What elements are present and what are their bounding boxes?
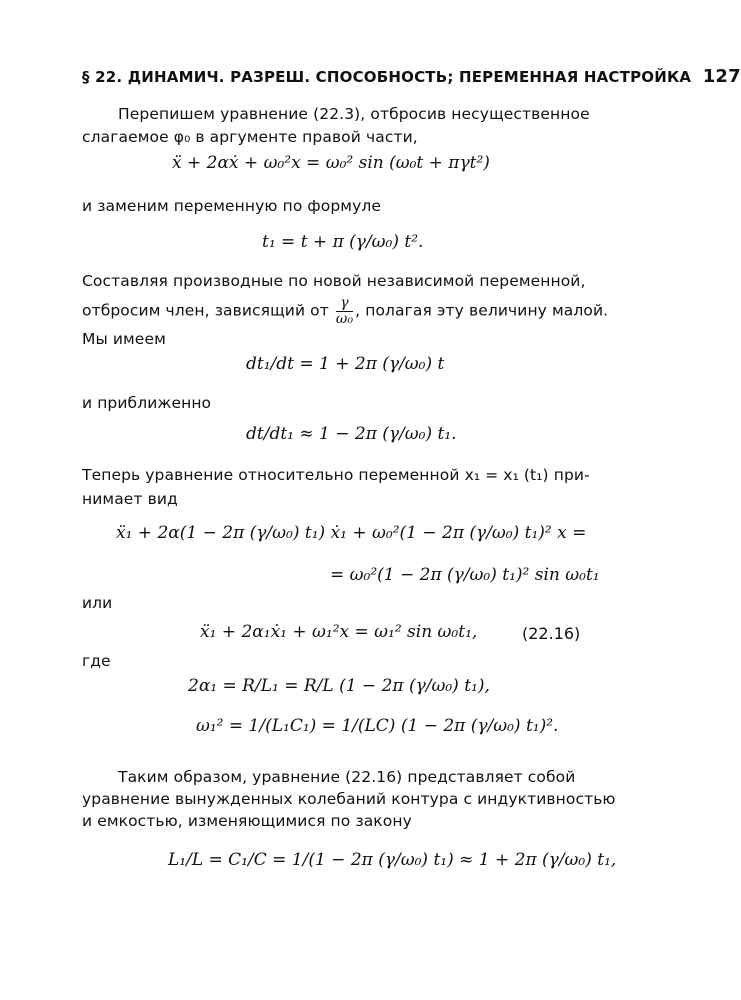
inline-fraction	[336, 296, 353, 326]
equation-2: t₁ = t + π (γ/ω₀) t².	[262, 232, 424, 252]
equation-7-line-1: 2α₁ = R/L₁ = R/L (1 − 2π (γ/ω₀) t₁),	[188, 676, 490, 696]
paragraph-7: где	[82, 652, 111, 670]
equation-6: ẍ₁ + 2α₁ẋ₁ + ω₁²x = ω₁² sin ω₀t₁,	[200, 622, 478, 642]
equation-5-line-2: = ω₀²(1 − 2π (γ/ω₀) t₁)² sin ω₀t₁	[330, 565, 600, 585]
equation-1: ẍ + 2αẋ + ω₀²x = ω₀² sin (ω₀t + πγt²)	[172, 153, 490, 173]
equation-4: dt/dt₁ ≈ 1 − 2π (γ/ω₀) t₁.	[246, 424, 457, 444]
equation-3: dt₁/dt = 1 + 2π (γ/ω₀) t	[246, 354, 445, 374]
equation-7-line-2: ω₁² = 1/(L₁C₁) = 1/(LC) (1 − 2π (γ/ω₀) t₁)².	[196, 716, 559, 736]
equation-5-line-1: ẍ₁ + 2α(1 − 2π (γ/ω₀) t₁) ẋ₁ + ω₀²(1 − 2π (γ/ω₀) t₁)² x =	[116, 523, 587, 543]
paragraph-6: или	[82, 594, 113, 612]
running-header	[82, 66, 741, 87]
paragraph-3-line-2	[82, 296, 608, 326]
paragraph-4: и приближенно	[82, 394, 212, 412]
paragraph-3-line-3: Мы имеем	[82, 330, 166, 348]
section-title: § 22. ДИНАМИЧ. РАЗРЕШ. СПОСОБНОСТЬ; ПЕРЕМЕННАЯ НАСТРОЙКА	[82, 68, 692, 86]
paragraph-5-line-2: нимает вид	[82, 490, 178, 508]
page-number: 127	[702, 66, 741, 87]
equation-number: (22.16)	[522, 624, 581, 643]
paragraph-3-line-2-end: , полагая эту величину малой.	[355, 301, 609, 320]
inline-fraction-numerator: γ	[336, 296, 353, 312]
paragraph-5-line-1: Теперь уравнение относительно переменной x₁ = x₁ (t₁) при-	[82, 466, 590, 484]
equation-8: L₁/L = C₁/C = 1/(1 − 2π (γ/ω₀) t₁) ≈ 1 + 2π (γ/ω₀) t₁,	[168, 850, 617, 870]
paragraph-3-line-1: Составляя производные по новой независимой переменной,	[82, 272, 586, 290]
paragraph-8-line-1: Таким образом, уравнение (22.16) представляет собой	[118, 768, 576, 786]
paragraph-8-line-3: и емкостью, изменяющимися по закону	[82, 812, 412, 830]
inline-fraction-denominator: ω₀	[335, 310, 354, 327]
paragraph-1-line-2: слагаемое φ₀ в аргументе правой части,	[82, 128, 418, 146]
paragraph-1-line-1: Перепишем уравнение (22.3), отбросив несущественное	[118, 105, 590, 123]
paragraph-8-line-2: уравнение вынужденных колебаний контура с индуктивностью	[82, 790, 616, 808]
paragraph-3-line-2-start: отбросим член, зависящий от	[82, 301, 329, 320]
paragraph-2: и заменим переменную по формуле	[82, 197, 382, 215]
